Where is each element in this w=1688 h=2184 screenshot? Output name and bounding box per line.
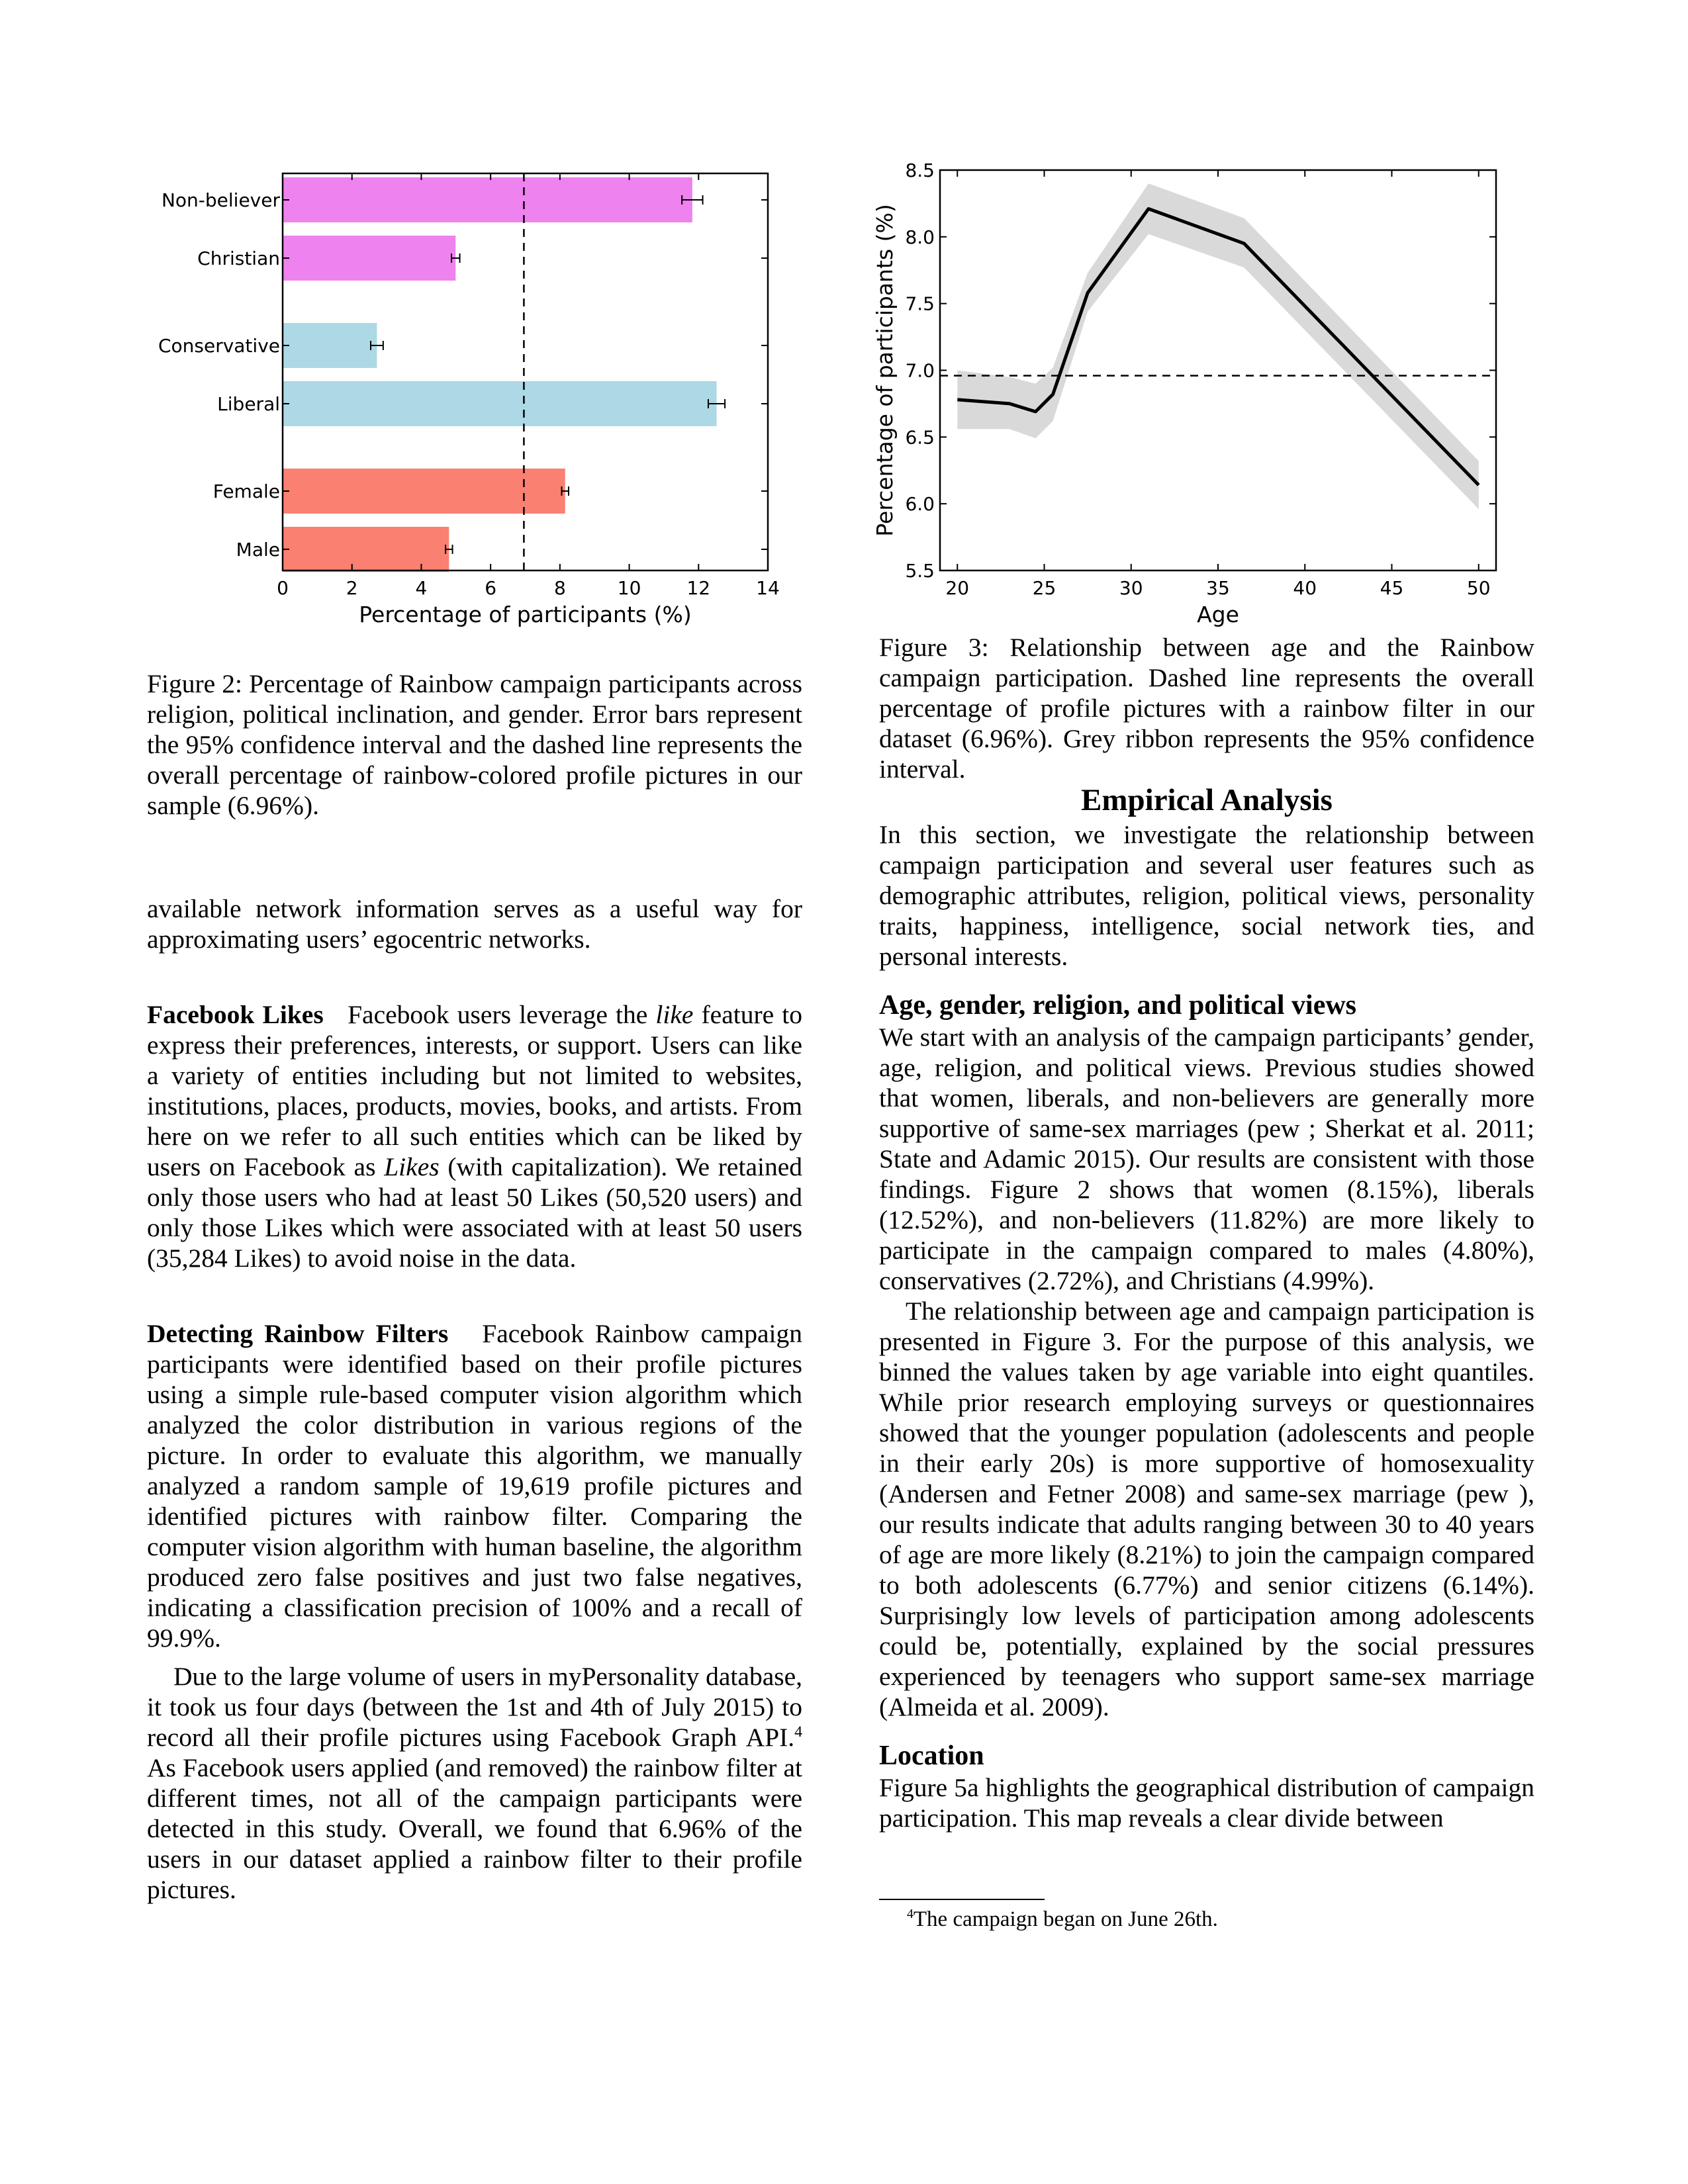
x-tick-label: 50 <box>1466 577 1491 599</box>
y-tick-label: 5.5 <box>905 560 935 582</box>
x-tick-label: 45 <box>1380 577 1404 599</box>
detecting-rainbow-heading: Detecting Rainbow Filters <box>147 1319 449 1348</box>
rainbow-text: Facebook Rainbow campaign participants were identified based on their profile pictures using a simple rule-based computer vision algorithm which analyzed the color distribution in various regions of the picture. In order to evaluate this algorithm, we manually analyzed a random sample of 19,619 profile pictures and identified pictures with rainbow filter. Comparing the computer vision algorithm with human baseline, the algorithm produced zero false positives and just two false negatives, indicating a classification precision of 100% and a recall of 99.9%. <box>147 1319 802 1653</box>
likes-text-3: (with capitalization). We retained only those users who had at least 50 Likes (50,520 users) and only those Likes which were associated with at least 50 users (35,284 Likes) to avoid noise in the data. <box>147 1152 802 1273</box>
y-tick-label: 6.0 <box>905 493 935 516</box>
bar-conservative <box>283 323 377 368</box>
x-tick-label: 12 <box>686 577 711 599</box>
figure-3-caption: Figure 3: Relationship between age and the Rainbow campaign participation. Dashed line represents the overall percentage of profile pictures with a rainbow filter in our dataset (6.96%). Grey ribbon represents the 95% confidence interval. <box>879 633 1534 784</box>
subsection-title-location: Location <box>879 1741 984 1771</box>
footnote-marker: 4 <box>794 1723 802 1741</box>
x-tick-label: 6 <box>485 577 497 599</box>
x-tick-label: 2 <box>346 577 358 599</box>
footnote-number: 4 <box>907 1907 914 1921</box>
likes-text-2: feature to express their preferences, interests, or support. Users can like a variety of entities including but not limited to websites, institutions, places, products, movies, books, and artists. From here on we refer to all such entities which can be liked by users on Facebook as <box>147 1000 802 1181</box>
like-emphasis: like <box>655 1000 694 1029</box>
x-tick-label: 25 <box>1032 577 1056 599</box>
y-tick-label: 6.5 <box>905 426 935 449</box>
paragraph-detecting-rainbow <box>147 1318 802 1653</box>
subsection-title-demographics: Age, gender, religion, and political views <box>879 990 1357 1021</box>
section-title-empirical-analysis: Empirical Analysis <box>1081 783 1333 817</box>
y-tick-label: 7.0 <box>905 359 935 382</box>
likes-text-1: Facebook users leverage the <box>348 1000 656 1029</box>
y-tick-label: 7.5 <box>905 293 935 315</box>
volume-text-1: Due to the large volume of users in myPersonality database, it took us four days (between the 1st and 4th of July 2015) to record all their profile pictures using Facebook Graph API. <box>147 1662 802 1752</box>
x-tick-label: 30 <box>1119 577 1143 599</box>
paragraph-data-volume <box>147 1661 802 1905</box>
y-tick-label: Liberal <box>217 393 280 415</box>
facebook-likes-heading: Facebook Likes <box>147 1000 324 1029</box>
y-tick-label: Conservative <box>158 335 280 357</box>
bar-christian <box>283 236 455 281</box>
y-tick-label: 8.0 <box>905 226 935 248</box>
figure-3-line-chart <box>827 0 1688 635</box>
volume-text-2: As Facebook users applied (and removed) the rainbow filter at different times, not all of the campaign participants were detected in this study. Overall, we found that 6.96% of the users in our dataset applied a rainbow filter to their profile pictures. <box>147 1753 802 1904</box>
x-tick-label: 0 <box>277 577 289 599</box>
x-tick-label: 10 <box>617 577 641 599</box>
likes-emphasis: Likes <box>384 1152 440 1181</box>
paragraph-location: Figure 5a highlights the geographical distribution of campaign participation. This map reveals a clear divide between <box>879 1773 1534 1833</box>
y-tick-label: Female <box>212 480 280 502</box>
paragraph-network: available network information serves as a useful way for approximating users’ egocentric networks. <box>147 894 802 954</box>
x-axis-label: Age <box>1197 602 1239 627</box>
y-axis-label: Percentage of participants (%) <box>872 204 898 537</box>
x-tick-label: 20 <box>945 577 970 599</box>
footnote <box>907 1906 1218 1933</box>
paragraph-demographics: We start with an analysis of the campaign participants’ gender, age, religion, and political views. Previous studies showed that women, liberals, and non-believers are generally more supportive of same-sex marriages (pew ; Sherkat et al. 2011; State and Adamic 2015). Our results are consistent with those findings. Figure 2 shows that women (8.15%), liberals (12.52%), and non-believers (11.82%) are more likely to participate in the campaign compared to males (4.80%), conservatives (2.72%), and Christians (4.99%). <box>879 1023 1534 1295</box>
x-tick-label: 35 <box>1206 577 1230 599</box>
paragraph-facebook-likes <box>147 999 802 1273</box>
bar-non-believer <box>283 177 692 222</box>
bar-male <box>283 527 449 572</box>
x-tick-label: 8 <box>553 577 566 599</box>
bar-female <box>283 469 565 514</box>
y-tick-label: 8.5 <box>905 159 935 181</box>
y-tick-label: Non-believer <box>161 189 280 211</box>
left-column-body <box>147 893 802 1905</box>
x-tick-label: 4 <box>415 577 428 599</box>
x-tick-label: 40 <box>1293 577 1317 599</box>
figure-2-bar-chart <box>0 0 821 649</box>
figure-2-caption: Figure 2: Percentage of Rainbow campaign participants across religion, political inclination, and gender. Error bars represent the 95% confidence interval and the dashed line represents the overall percentage of rainbow-colored profile pictures in our sample (6.96%). <box>147 669 802 820</box>
x-tick-label: 14 <box>756 577 780 599</box>
footnote-text: The campaign began on June 26th. <box>913 1907 1218 1931</box>
y-tick-label: Christian <box>197 248 280 269</box>
y-tick-label: Male <box>236 539 280 561</box>
bar-liberal <box>283 381 717 426</box>
x-axis-label: Percentage of participants (%) <box>359 602 692 627</box>
paragraph-intro: In this section, we investigate the relationship between campaign participation and several user features such as demographic attributes, religion, political views, personality traits, happiness, intelligence, social network ties, and personal interests. <box>879 820 1534 971</box>
footnote-rule <box>879 1899 1045 1900</box>
paragraph-age: The relationship between age and campaign participation is presented in Figure 3. For the purpose of this analysis, we binned the values taken by age variable into eight quantiles. While prior research employing surveys or questionnaires showed that the younger population (adolescents and people in their early 20s) is more supportive of homosexuality (Andersen and Fetner 2008) and same-sex marriage (pew ), our results indicate that adults ranging between 30 to 40 years of age are more likely (8.21%) to join the campaign compared to both adolescents (6.77%) and senior citizens (6.14%). Surprisingly low levels of participation among adolescents could be, potentially, explained by the social pressures experienced by teenagers who support same-sex marriage (Almeida et al. 2009). <box>879 1297 1534 1721</box>
right-column-body <box>879 780 1534 1833</box>
